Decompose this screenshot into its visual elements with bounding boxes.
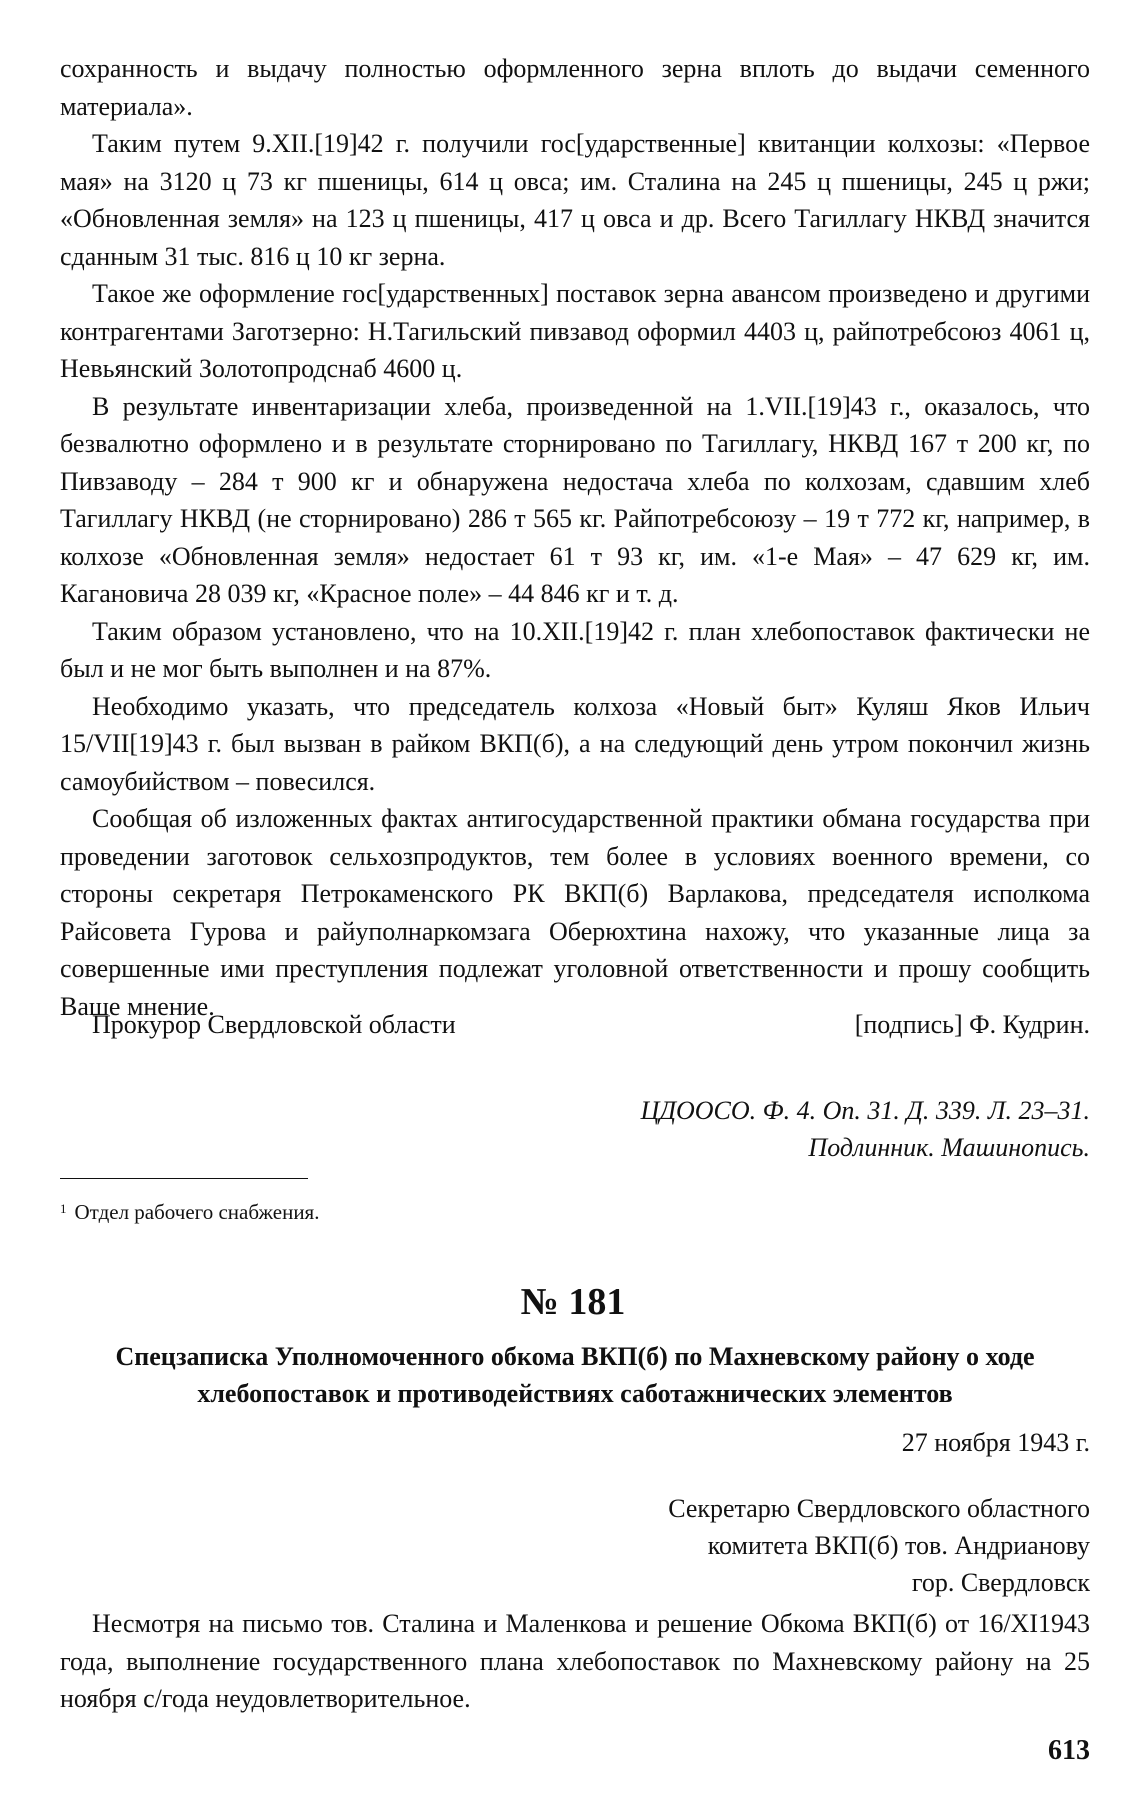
document-number: № 181	[520, 1281, 626, 1323]
page-number: 613	[1048, 1735, 1090, 1766]
paragraph: Сообщая об изложенных фактах антигосударственной практики обмана государства при проведении заготовок сельхозпродуктов, тем более в условиях военного времени, со стороны секретаря Петрокаменского РК ВКП(б) Варлакова, председателя исполкома Райсовета Гурова и райуполнаркомзага Оберюхтина нахожу, что указанные лица за совершенные ими преступления подлежат уголовной ответственности и прошу сообщить Ваше мнение.	[60, 804, 1090, 1021]
paragraph: Такое же оформление гос[ударственных] поставок зерна авансом произведено и другими контрагентами Заготзерно: Н.Тагильский пивзавод оформил 4403 ц, райпотребсоюз 4061 ц, Невьянский Золотопродснаб 4600 ц.	[60, 279, 1090, 383]
document-body	[60, 1605, 1090, 1718]
paragraph: Таким образом установлено, что на 10.XII.[19]42 г. план хлебопоставок фактически не был и не мог быть выполнен и на 87%.	[60, 616, 1090, 683]
footnote-mark: 1	[60, 1201, 67, 1216]
archive-citation: ЦДООСО. Ф. 4. Оп. 31. Д. 339. Л. 23–31.	[640, 1096, 1090, 1125]
signer-position: Прокурор Свердловской области	[92, 1010, 456, 1039]
archive-reference	[641, 1092, 1090, 1166]
addressee-block	[668, 1490, 1090, 1601]
addressee-line: Секретарю Свердловского областного	[668, 1494, 1090, 1523]
paragraph: сохранность и выдачу полностью оформленного зерна вплоть до выдачи семенного материала».	[60, 54, 1090, 121]
paragraph: Необходимо указать, что председатель колхоза «Новый быт» Куляш Яков Ильич 15/VII[19]43 г. был вызван в райком ВКП(б), а на следующий день утром покончил жизнь самоубийством – повесился.	[60, 691, 1090, 796]
document-title: Спецзаписка Уполномоченного обкома ВКП(б) по Махневскому району о ходе хлебопоставок и противодействиях саботажнических элементов	[115, 1342, 1035, 1408]
signature-block	[92, 1010, 1090, 1040]
main-text	[60, 50, 1090, 1025]
footnote-text: Отдел рабочего снабжения.	[74, 1200, 320, 1224]
paragraph: Таким путем 9.XII.[19]42 г. получили гос[ударственные] квитанции колхозы: «Первое мая» на 3120 ц 73 кг пшеницы, 614 ц овса; им. Сталина на 245 ц пшеницы, 245 ц ржи; «Обновленная земля» на 123 ц пшеницы, 417 ц овса и др. Всего Тагиллагу НКВД значится сданным 31 тыс. 816 ц 10 кг зерна.	[60, 129, 1090, 271]
paragraph: Несмотря на письмо тов. Сталина и Маленкова и решение Обкома ВКП(б) от 16/XI1943 года, выполнение государственного плана хлебопоставок по Махневскому району на 25 ноября с/года неудовлетворительное.	[60, 1609, 1090, 1713]
archive-note: Подлинник. Машинопись.	[808, 1133, 1090, 1162]
document-date: 27 ноября 1943 г.	[901, 1428, 1090, 1457]
addressee-line: гор. Свердловск	[911, 1568, 1090, 1597]
footnote-divider	[60, 1178, 308, 1179]
addressee-line: комитета ВКП(б) тов. Андрианову	[707, 1531, 1090, 1560]
footnote	[60, 1200, 319, 1225]
signer-name: [подпись] Ф. Кудрин.	[854, 1010, 1090, 1039]
paragraph: В результате инвентаризации хлеба, произведенной на 1.VII.[19]43 г., оказалось, что безвалютно оформлено и в результате сторнировано по Тагиллагу, НКВД 167 т 200 кг, по Пивзаводу – 284 т 900 кг и обнаружена недостача хлеба по колхозам, сдавшим хлеб Тагиллагу НКВД (не сторнировано) 286 т 565 кг. Райпотребсоюзу – 19 т 772 кг, например, в колхозе «Обновленная земля» недостает 61 т 93 кг, им. «1-е Мая» – 47 629 кг, им. Кагановича 28 039 кг, «Красное поле» – 44 846 кг и т. д.	[60, 391, 1090, 608]
